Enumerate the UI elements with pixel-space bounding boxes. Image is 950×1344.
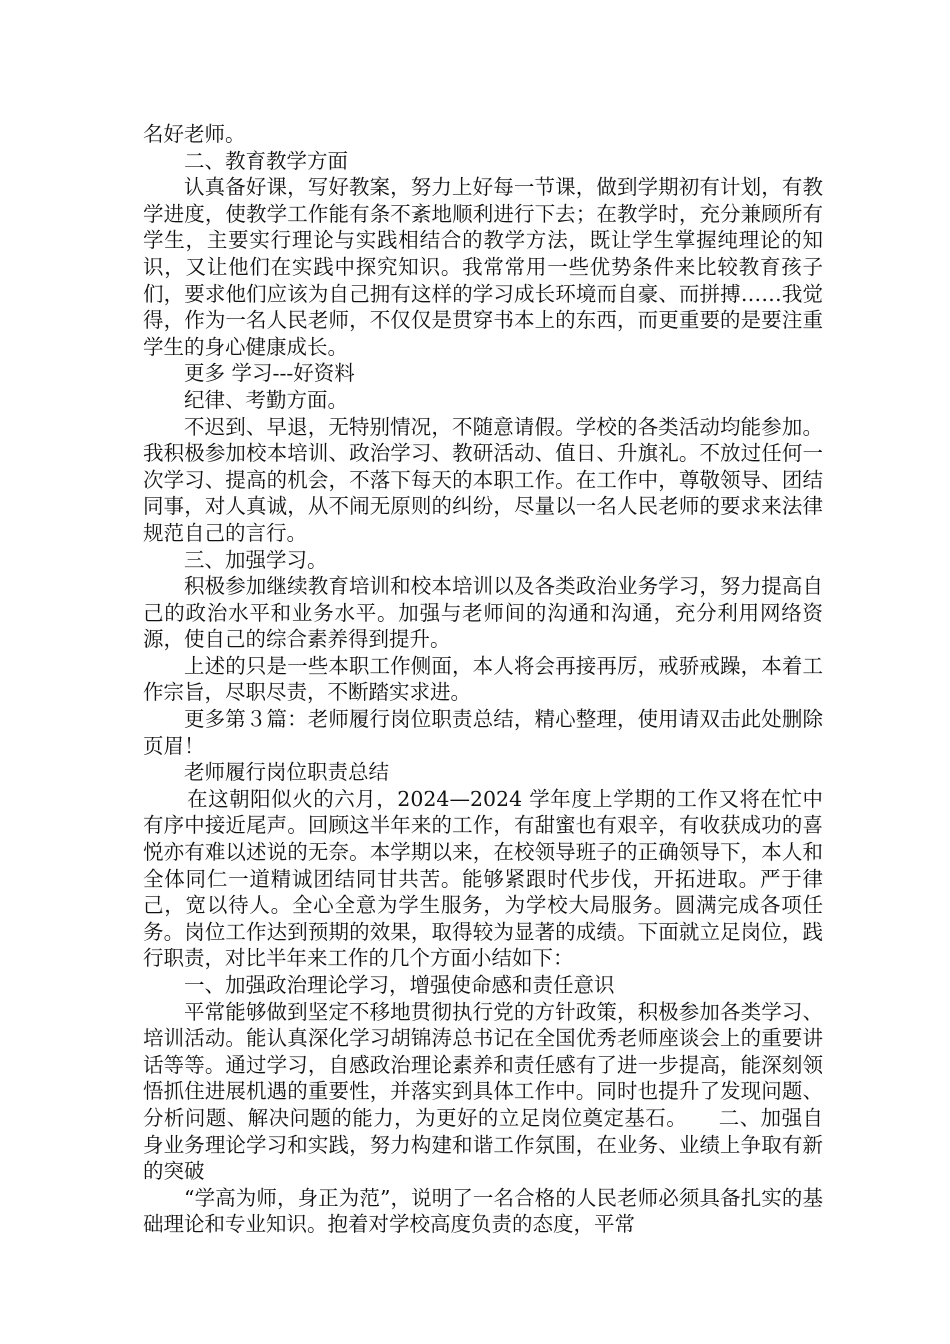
section-heading: 三、加强学习。 (184, 547, 328, 572)
section-heading: 二、教育教学方面 (184, 148, 348, 173)
paragraph: 上述的只是一些本职工作侧面，本人将会再接再厉，戒骄戒躁，本着工作宗旨，尽职尽责，不断踏实求进。 (143, 653, 823, 705)
paragraph: 名好老师。 (143, 122, 246, 146)
header-note: 更多第３篇：老师履行岗位职责总结，精心整理，使用请双击此处删除页眉！ (143, 707, 823, 758)
paragraph: 在这朝阳似火的六月，2024—2024 学年度上学期的工作又将在忙中有序中接近尾声。回顾这半年来的工作，有甜蜜也有艰辛，有收获成功的喜悦亦有难以述说的无奈。本学期以来，在校领导班子的正确领导下，本人和全体同仁一道精诚团结同甘共苦。能够紧跟时代步伐，开拓进取。严于律己，宽以待人。全心全意为学生服务，为学校大局服务。圆满完成各项任务。岗位工作达到预期的效果，取得较为显著的成绩。下面就立足岗位，践行职责，对比半年来工作的几个方面小结如下： (143, 786, 823, 971)
document-body (143, 121, 823, 1238)
document-title: 老师履行岗位职责总结 (184, 760, 389, 785)
section-heading: 纪律、考勤方面。 (184, 387, 348, 412)
section-heading: 一、加强政治理论学习，增强使命感和责任意识 (184, 973, 615, 997)
paragraph: 认真备好课，写好教案，努力上好每一节课，做到学期初有计划，有教学进度，使教学工作能有条不紊地顺利进行下去；在教学时，充分兼顾所有学生，主要实行理论与实践相结合的教学方法，既让学生掌握纯理论的知识，又让他们在实践中探究知识。我常常用一些优势条件来比较教育孩子们，要求他们应该为自己拥有这样的学习成长环境而自豪、而拼搏……我觉得，作为一名人民老师，不仅仅是贯穿书本上的东西，而更重要的是要注重学生的身心健康成长。 (143, 175, 823, 359)
paragraph: “学高为师，身正为范”，说明了一名合格的人民老师必须具备扎实的基础理论和专业知识。抱着对学校高度负责的态度，平常 (143, 1185, 823, 1237)
header-note: 更多 学习---好资料 (184, 361, 355, 386)
paragraph: 平常能够做到坚定不移地贯彻执行党的方针政策，积极参加各类学习、培训活动。能认真深化学习胡锦涛总书记在全国优秀老师座谈会上的重要讲话等等。通过学习，自感政治理论素养和责任感有了进一步提高，能深刻领悟抓住进展机遇的重要性，并落实到具体工作中。同时也提升了发现问题、分析问题、解决问题的能力，为更好的立足岗位奠定基石。 二、加强自身业务理论学习和实践，努力构建和谐工作氛围，在业务、业绩上争取有新的突破 (143, 999, 823, 1184)
paragraph: 积极参加继续教育培训和校本培训以及各类政治业务学习，努力提高自己的政治水平和业务水平。加强与老师间的沟通和沟通，充分利用网络资源，使自己的综合素养得到提升。 (143, 574, 823, 652)
paragraph: 不迟到、早退，无特别情况，不随意请假。学校的各类活动均能参加。我积极参加校本培训、政治学习、教研活动、值日、升旗礼。不放过任何一次学习、提高的机会，不落下每天的本职工作。在工作中，尊敬领导、团结同事，对人真诚，从不闹无原则的纠纷，尽量以一名人民老师的要求来法律规范自己的言行。 (143, 414, 823, 545)
